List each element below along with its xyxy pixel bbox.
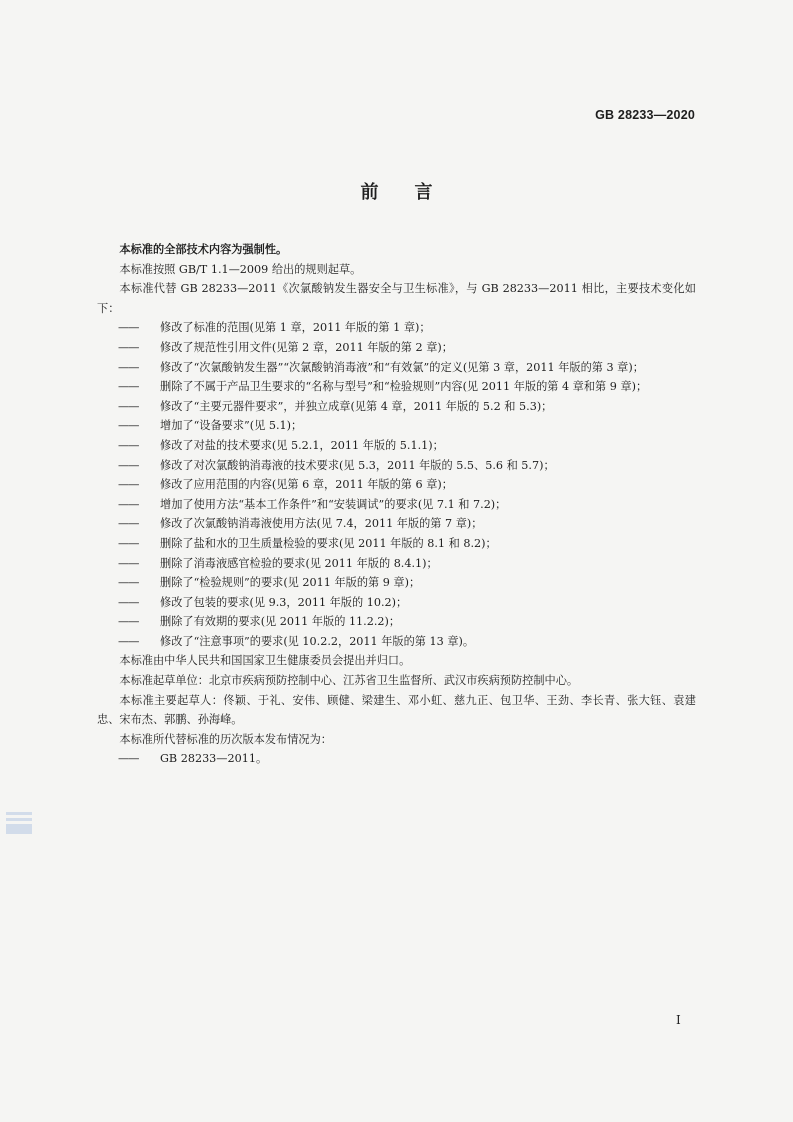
change-item: —— 修改了“主要元器件要求”，并独立成章(见第 4 章，2011 年版的 5.2 和 5.3)；	[118, 399, 553, 413]
mandatory-statement: 本标准的全部技术内容为强制性。	[119, 243, 288, 256]
change-item: —— 增加了使用方法“基本工作条件”和“安装调试”的要求(见 7.1 和 7.2)；	[118, 497, 507, 511]
change-item: —— 修改了对次氯酸钠消毒液的技术要求(见 5.3，2011 年版的 5.5、5.6 和 5.7)；	[118, 458, 555, 472]
title-char-2: 言	[414, 182, 433, 203]
change-item: —— 修改了包装的要求(见 9.3，2011 年版的 10.2)；	[118, 595, 408, 609]
page-title	[0, 178, 793, 204]
changes-list	[97, 318, 696, 651]
change-item: —— 修改了应用范围的内容(见第 6 章，2011 年版的第 6 章)；	[118, 478, 453, 492]
change-item: —— 修改了规范性引用文件(见第 2 章，2011 年版的第 2 章)；	[118, 340, 453, 354]
change-item: —— 修改了对盐的技术要求(见 5.2.1，2011 年版的 5.1.1)；	[118, 438, 444, 452]
change-item: —— 删除了有效期的要求(见 2011 年版的 11.2.2)；	[118, 615, 401, 629]
change-item: —— 修改了“次氯酸钠发生器”“次氯酸钠消毒液”和“有效氯”的定义(见第 3 章，2011 年版的第 3 章)；	[118, 360, 644, 374]
drafters-paragraph: 本标准主要起草人：佟颖、于礼、安伟、顾健、梁建生、邓小虹、慈九正、包卫华、王劲、李长青、张大钰、袁建忠、宋布杰、郭鹏、孙海峰。	[97, 693, 696, 727]
change-item: —— 删除了盐和水的卫生质量检验的要求(见 2011 年版的 8.1 和 8.2)；	[118, 536, 497, 550]
change-item: —— 修改了“注意事项”的要求(见 10.2.2，2011 年版的第 13 章)。	[118, 634, 475, 648]
proposer-paragraph: 本标准由中华人民共和国国家卫生健康委员会提出并归口。	[119, 654, 411, 668]
change-item: —— 修改了次氯酸钠消毒液使用方法(见 7.4，2011 年版的第 7 章)；	[118, 517, 483, 531]
standard-code: GB 28233—2020	[595, 108, 695, 122]
drafting-rules-paragraph: 本标准按照 GB/T 1.1—2009 给出的规则起草。	[119, 262, 362, 276]
previous-version-item: —— GB 28233—2011。	[118, 752, 268, 766]
change-item: —— 删除了不属于产品卫生要求的“名称与型号”和“检验规则”内容(见 2011 年版的第 4 章和第 9 章)；	[118, 380, 648, 394]
drafting-units-paragraph: 本标准起草单位：北京市疾病预防控制中心、江苏省卫生监督所、武汉市疾病预防控制中心。	[119, 674, 579, 688]
previous-versions-intro: 本标准所代替标准的历次版本发布情况为：	[119, 732, 332, 746]
change-item: —— 修改了标准的范围(见第 1 章，2011 年版的第 1 章)；	[118, 321, 431, 335]
foreword-body	[97, 240, 696, 769]
change-item: —— 删除了消毒液感官检验的要求(见 2011 年版的 8.4.1)；	[118, 556, 438, 570]
scan-artifact	[6, 812, 32, 834]
title-char-1: 前	[360, 182, 379, 203]
replacement-paragraph: 本标准代替 GB 28233—2011《次氯酸钠发生器安全与卫生标准》，与 GB 28233—2011 相比，主要技术变化如下：	[97, 282, 696, 315]
change-item: —— 删除了“检验规则”的要求(见 2011 年版的第 9 章)；	[118, 576, 421, 590]
change-item: —— 增加了“设备要求”(见 5.1)；	[118, 419, 303, 433]
page-number: I	[676, 1013, 681, 1027]
